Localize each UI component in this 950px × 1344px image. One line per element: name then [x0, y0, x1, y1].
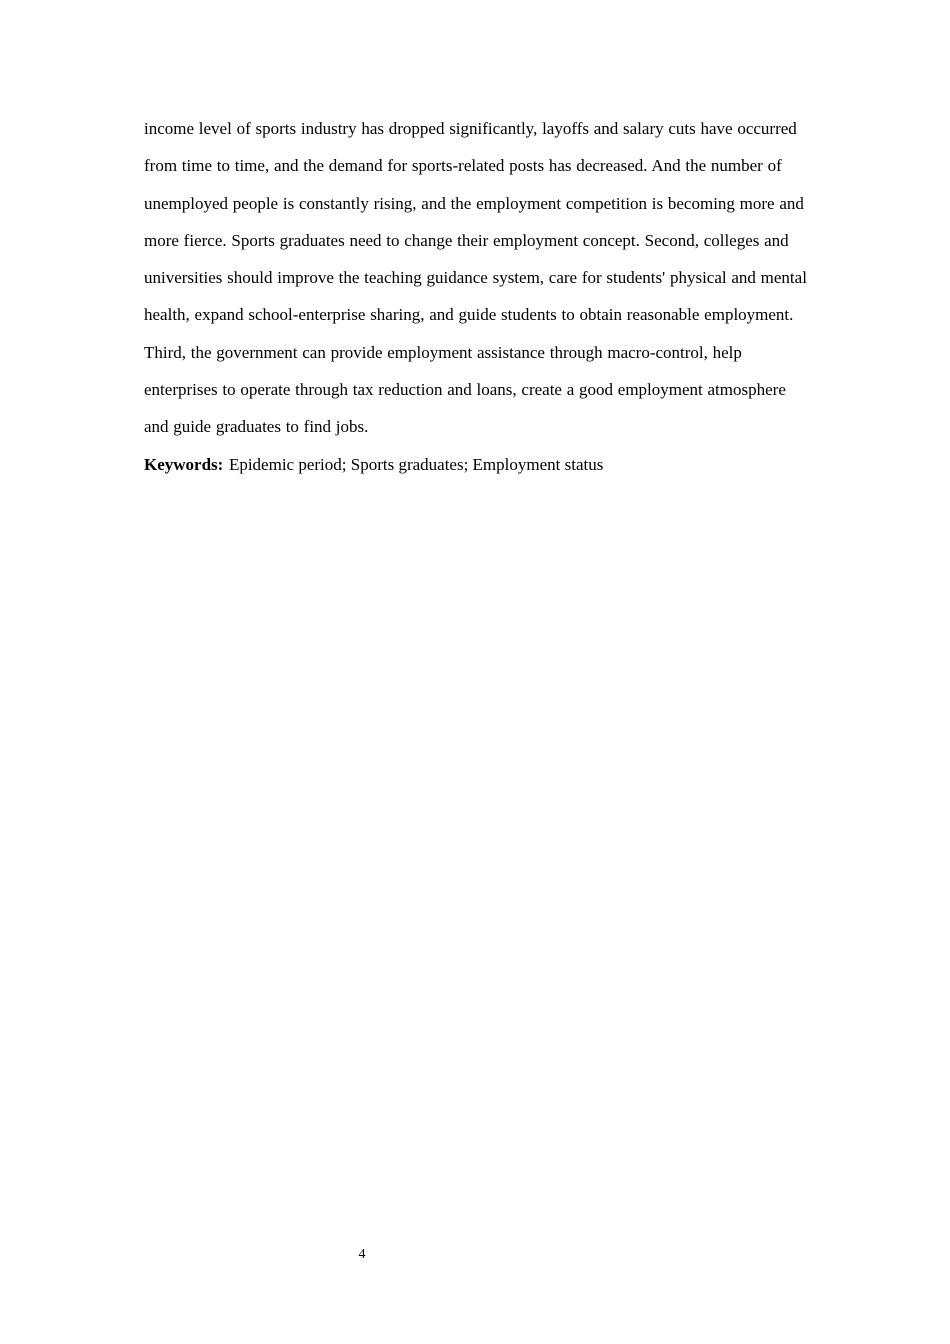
- page-content: [144, 110, 808, 483]
- page-number: 4: [358, 1247, 366, 1262]
- body-paragraph: income level of sports industry has dropped significantly, layoffs and salary cuts have occurred from time to time, and the demand for sports-related posts has decreased. And the number of unemployed people is constantly rising, and the employment competition is becoming more and more fierce. Sports graduates need to change their employment concept. Second, colleges and universities should improve the teaching guidance system, care for students' physical and mental health, expand school-enterprise sharing, and guide students to obtain reasonable employment. Third, the government can provide employment assistance through macro-control, help enterprises to operate through tax reduction and loans, create a good employment atmosphere and guide graduates to find jobs.: [144, 119, 807, 437]
- keywords-label: Keywords:: [144, 454, 224, 474]
- keywords-text: Epidemic period; Sports graduates; Employment status: [228, 454, 604, 474]
- keywords-line: [144, 446, 808, 483]
